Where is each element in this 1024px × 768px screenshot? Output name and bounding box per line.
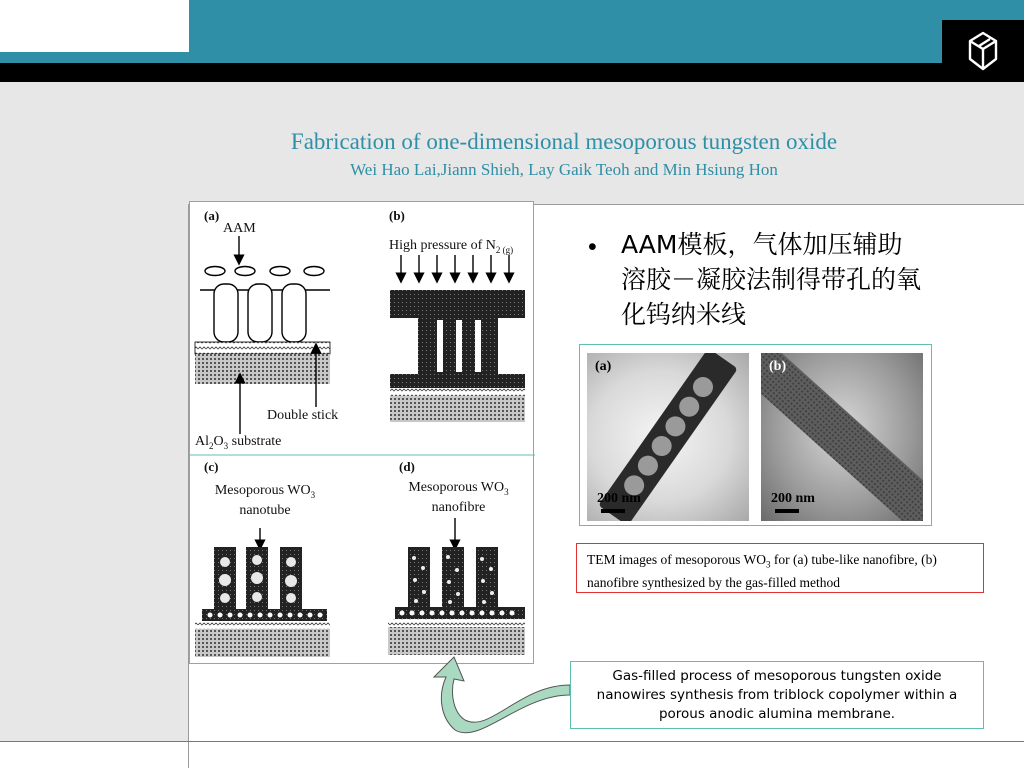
scale-bar-b	[775, 509, 799, 513]
high-pressure-label: High pressure of $N_{2 (g)}$	[389, 238, 514, 255]
bullet-text: AAM模板，气体加压辅助溶胶－凝胶法制得带孔的氧化钨纳米线	[621, 230, 922, 329]
panel-a-label: (a)	[204, 208, 220, 223]
panel-c-label: (c)	[204, 459, 219, 474]
tem-caption: TEM images of mesoporous $WO_3$ for (a) tube-like nanofibre, (b) nanofibre synthesized by the gas-filled method	[576, 543, 984, 593]
process-caption: Gas-filled process of mesoporous tungsten oxide nanowires synthesis from triblock copolymer within a porous anodic alumina membrane.	[570, 661, 984, 729]
schematic-figure	[189, 201, 534, 664]
header-white-block	[0, 0, 189, 52]
panel-b-label: (b)	[389, 208, 405, 223]
bullet-marker: •	[588, 233, 597, 261]
left-side-panel	[0, 204, 189, 742]
logo	[942, 20, 1024, 82]
double-stick-label: Double stick	[267, 408, 339, 423]
tem-label-b: (b)	[769, 359, 787, 374]
cube-icon	[966, 29, 1000, 73]
slide-title: Fabrication of one-dimensional mesoporous tungsten oxide	[290, 129, 838, 154]
slide-authors: Wei Hao Lai,Jiann Shieh, Lay Gaik Teoh and Min Hsiung Hon	[350, 160, 778, 179]
panel-d-label: (d)	[399, 459, 415, 474]
tem-figure	[579, 344, 932, 526]
tem-image-b	[761, 353, 923, 521]
header-black-strip	[0, 63, 1024, 82]
nanotube-label: Mesoporous $WO_3$ nanotube	[214, 483, 316, 518]
scale-label-b: 200 nm	[771, 491, 815, 506]
scale-bar-a	[601, 509, 625, 513]
curved-arrow	[420, 655, 580, 765]
tem-label-a: (a)	[595, 359, 612, 374]
substrate-label: $Al_2O_3$ substrate	[195, 434, 282, 451]
scale-label-a: 200 nm	[597, 491, 641, 506]
nanofibre-label: Mesoporous $WO_3$ nanofibre	[408, 480, 509, 515]
tem-image-a	[587, 353, 749, 521]
aam-label: AAM	[223, 221, 256, 236]
